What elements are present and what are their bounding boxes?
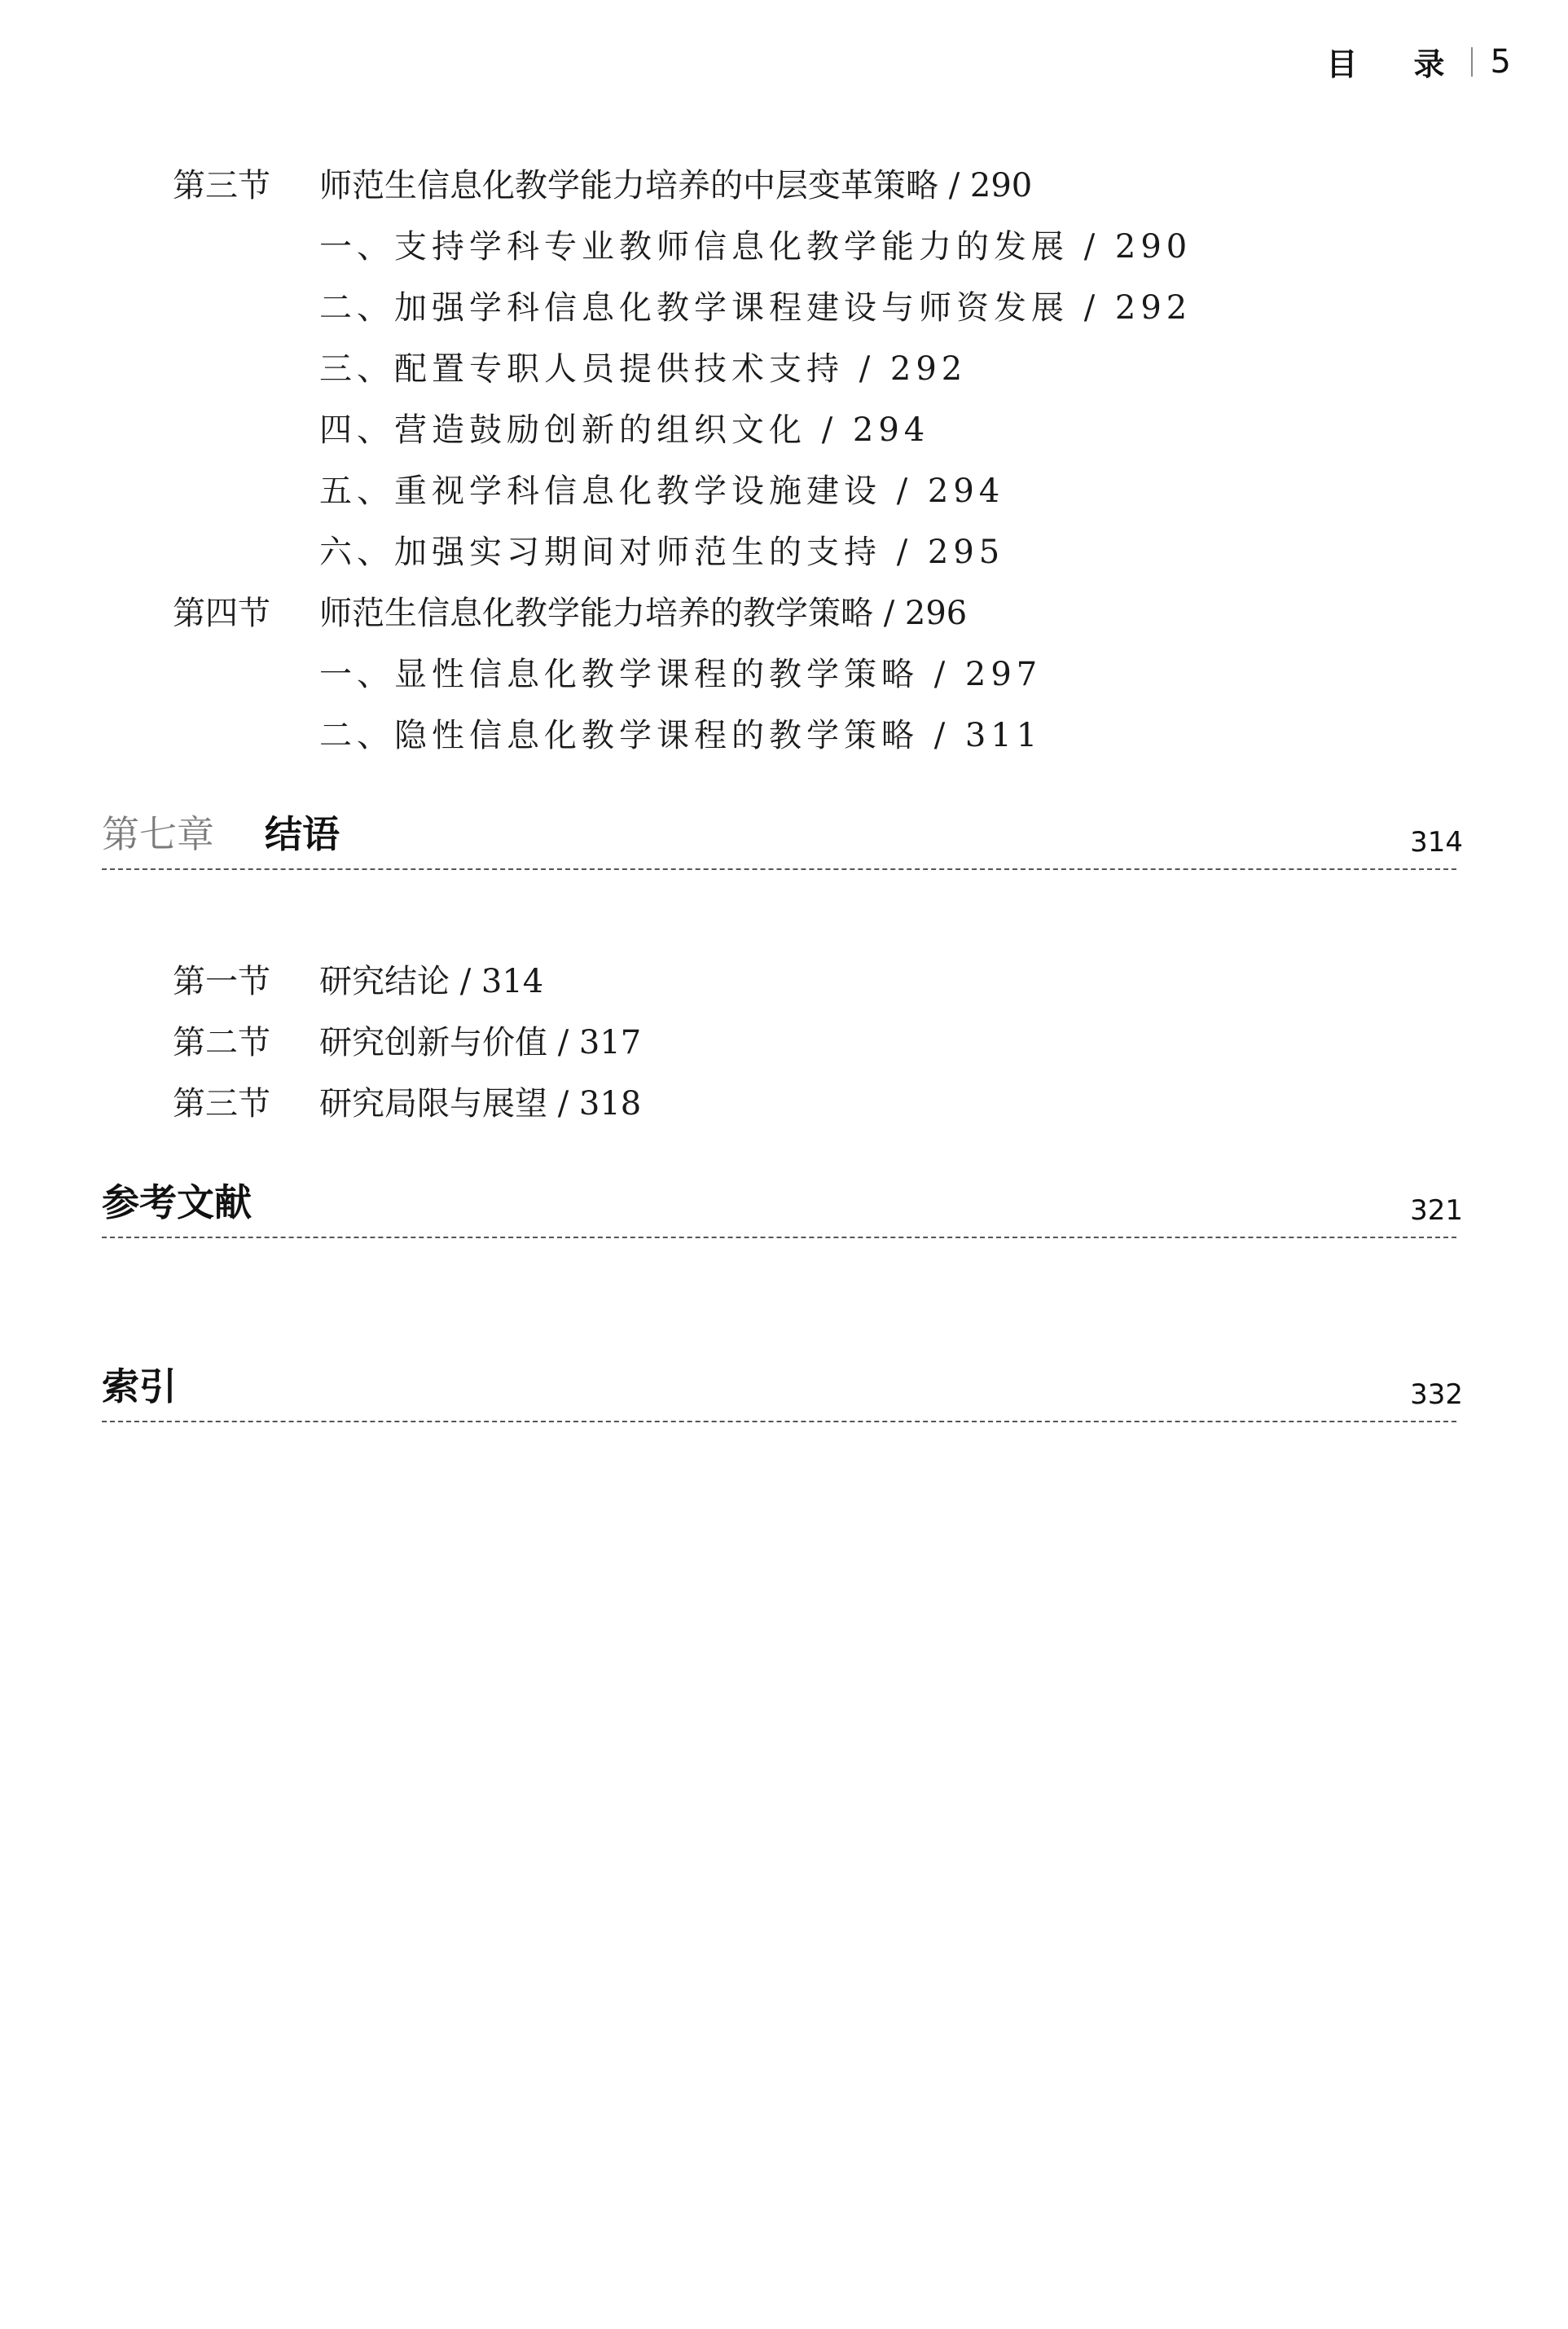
toc-section-title[interactable]: 师范生信息化教学能力培养的教学策略 / 296 [319,595,968,632]
header-title: 目 录 [1326,46,1468,82]
toc-subitem[interactable]: 一、显性信息化教学课程的教学策略 / 297 [319,656,1043,693]
toc-subitem[interactable]: 六、加强实习期间对师范生的支持 / 295 [319,534,1005,571]
toc-subitem[interactable]: 四、营造鼓励创新的组织文化 / 294 [319,411,930,449]
index-title: 索引 [102,1364,177,1408]
chapter-label: 第七章 [102,812,214,856]
toc-references[interactable] [102,1180,1463,1238]
header-divider [1471,47,1473,77]
toc-section-title[interactable]: 研究创新与价值 / 317 [319,1024,642,1061]
toc-section-title[interactable]: 研究局限与展望 / 318 [319,1085,642,1123]
toc-section-label[interactable]: 第三节 [173,1085,270,1123]
index-page-number: 332 [1410,1378,1463,1411]
toc-subitem[interactable]: 五、重视学科信息化教学设施建设 / 294 [319,472,1005,510]
toc-section-label[interactable]: 第三节 [173,167,270,204]
toc-section-label[interactable]: 第四节 [173,595,270,632]
header-page-number: 5 [1490,42,1511,81]
toc-chapter-7[interactable] [102,812,1463,870]
chapter-title: 结语 [265,812,340,856]
running-header [1326,39,1511,84]
references-page-number: 321 [1410,1194,1463,1227]
toc-subitem[interactable]: 三、配置专职人员提供技术支持 / 292 [319,350,968,388]
toc-subitem[interactable]: 二、加强学科信息化教学课程建设与师资发展 / 292 [319,289,1192,327]
toc-section-title[interactable]: 研究结论 / 314 [319,963,544,1000]
toc-section-label[interactable]: 第二节 [173,1024,270,1061]
toc-section-title[interactable]: 师范生信息化教学能力培养的中层变革策略 / 290 [319,167,1033,204]
dashed-rule [102,1237,1456,1238]
toc-section-label[interactable]: 第一节 [173,963,270,1000]
toc-subitem[interactable]: 一、支持学科专业教师信息化教学能力的发展 / 290 [319,228,1192,266]
toc-subitem[interactable]: 二、隐性信息化教学课程的教学策略 / 311 [319,717,1043,754]
toc-index[interactable] [102,1364,1463,1422]
chapter-page-number: 314 [1410,826,1463,859]
dashed-rule [102,868,1456,870]
references-title: 参考文献 [102,1180,252,1224]
dashed-rule [102,1421,1456,1422]
